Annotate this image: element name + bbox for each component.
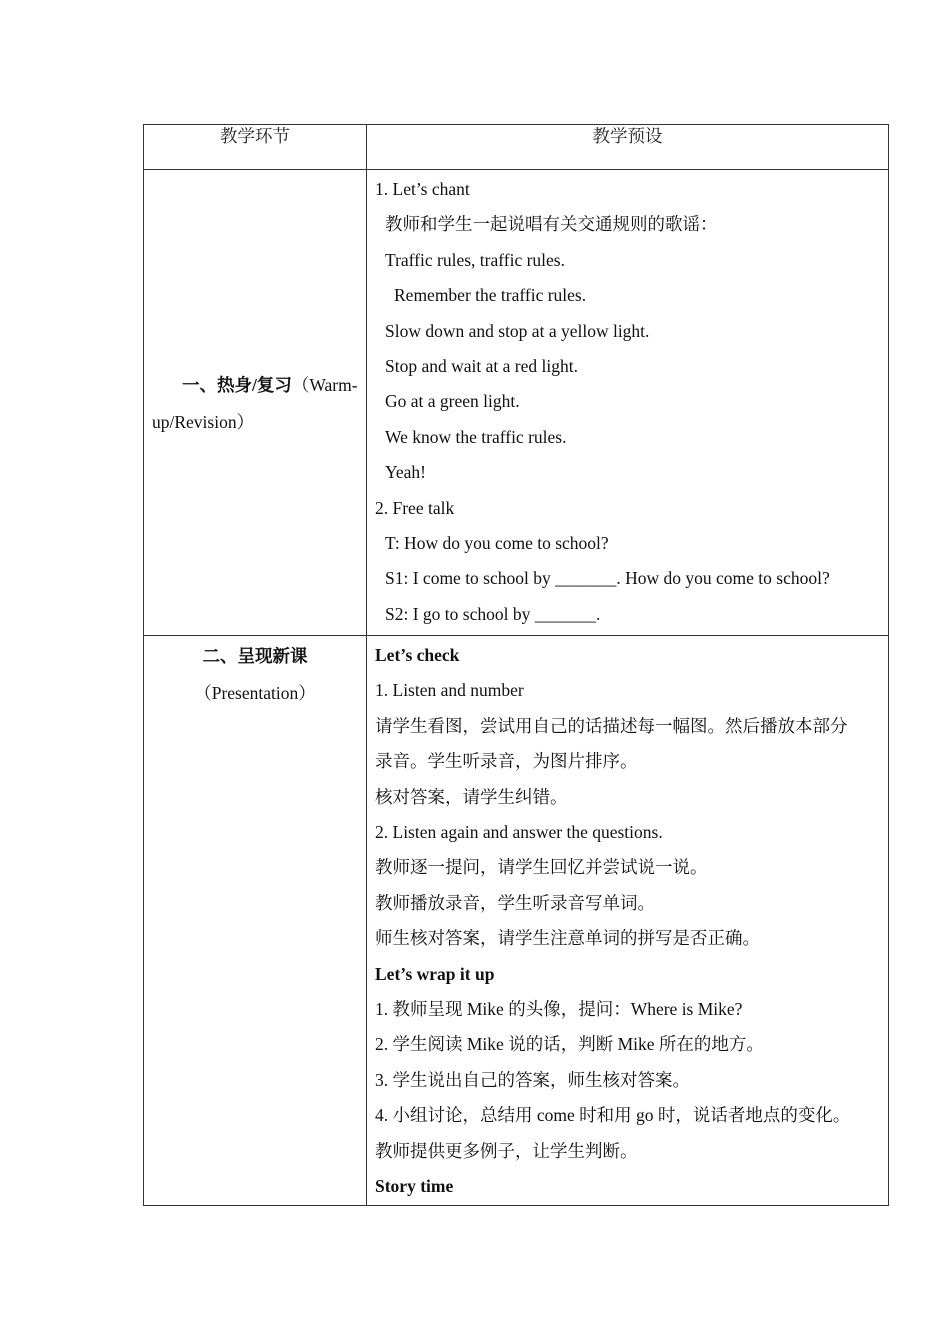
lesson-plan-table <box>143 124 889 1206</box>
table-row-presentation <box>144 636 889 1206</box>
presentation-content-cell <box>367 636 889 1206</box>
presentation-stage-title: 二、呈现新课 <box>202 646 308 666</box>
table-header-row <box>144 125 889 170</box>
presentation-stage-english: （Presentation） <box>194 683 316 703</box>
presentation-line: 2. 学生阅读 Mike 说的话，判断 Mike 所在的地方。 <box>375 1034 764 1055</box>
table-row-warmup <box>144 170 889 636</box>
header-design: 教学预设 <box>592 126 663 146</box>
presentation-line: 师生核对答案，请学生注意单词的拼写是否正确。 <box>375 928 760 949</box>
warmup-content-cell <box>367 170 889 636</box>
presentation-line: 2. Listen again and answer the questions. <box>375 822 663 843</box>
warmup-stage-cell <box>144 170 367 636</box>
warmup-line: Go at a green light. <box>385 391 520 412</box>
warmup-line: T: How do you come to school? <box>385 533 609 554</box>
presentation-line: 核对答案，请学生纠错。 <box>375 786 568 807</box>
presentation-line: 教师提供更多例子，让学生判断。 <box>375 1140 638 1161</box>
presentation-line: 1. Listen and number <box>375 680 524 701</box>
warmup-line: Yeah! <box>385 462 426 483</box>
warmup-line: 2. Free talk <box>375 497 455 518</box>
presentation-stage-cell <box>144 636 367 1206</box>
header-stage-cell <box>144 125 367 170</box>
warmup-line: Slow down and stop at a yellow light. <box>385 320 650 341</box>
warmup-line: We know the traffic rules. <box>385 426 567 447</box>
presentation-line: 教师逐一提问，请学生回忆并尝试说一说。 <box>375 857 708 878</box>
presentation-line: 录音。学生听录音，为图片排序。 <box>375 751 638 772</box>
header-stage: 教学环节 <box>220 126 290 146</box>
warmup-line: S1: I come to school by _______. How do you come to school? <box>385 568 830 589</box>
presentation-line: 3. 学生说出自己的答案，师生核对答案。 <box>375 1069 690 1090</box>
warmup-line: 1. Let’s chant <box>375 179 470 199</box>
presentation-line: 4. 小组讨论，总结用 come 时和用 go 时，说话者地点的变化。 <box>375 1105 851 1126</box>
presentation-line: 请学生看图，尝试用自己的话描述每一幅图。然后播放本部分 <box>375 715 848 736</box>
warmup-line: Stop and wait at a red light. <box>385 356 578 377</box>
section-heading: Story time <box>375 1176 454 1197</box>
presentation-line: 1. 教师呈现 Mike 的头像，提问：Where is Mike? <box>375 999 743 1020</box>
warmup-stage-label <box>152 367 360 441</box>
warmup-stage-english: （Warm-up/Revision） <box>152 375 358 432</box>
section-heading: Let’s wrap it up <box>375 963 495 984</box>
warmup-line: Remember the traffic rules. <box>394 285 587 306</box>
header-design-cell <box>367 125 889 170</box>
warmup-stage-title: 一、热身/复习 <box>182 375 292 395</box>
warmup-line: Traffic rules, traffic rules. <box>385 249 565 270</box>
warmup-line: 教师和学生一起说唱有关交通规则的歌谣： <box>385 214 718 235</box>
warmup-line: S2: I go to school by _______. <box>385 603 601 624</box>
presentation-line: 教师播放录音，学生听录音写单词。 <box>375 892 655 913</box>
section-heading: Let’s check <box>375 645 460 665</box>
